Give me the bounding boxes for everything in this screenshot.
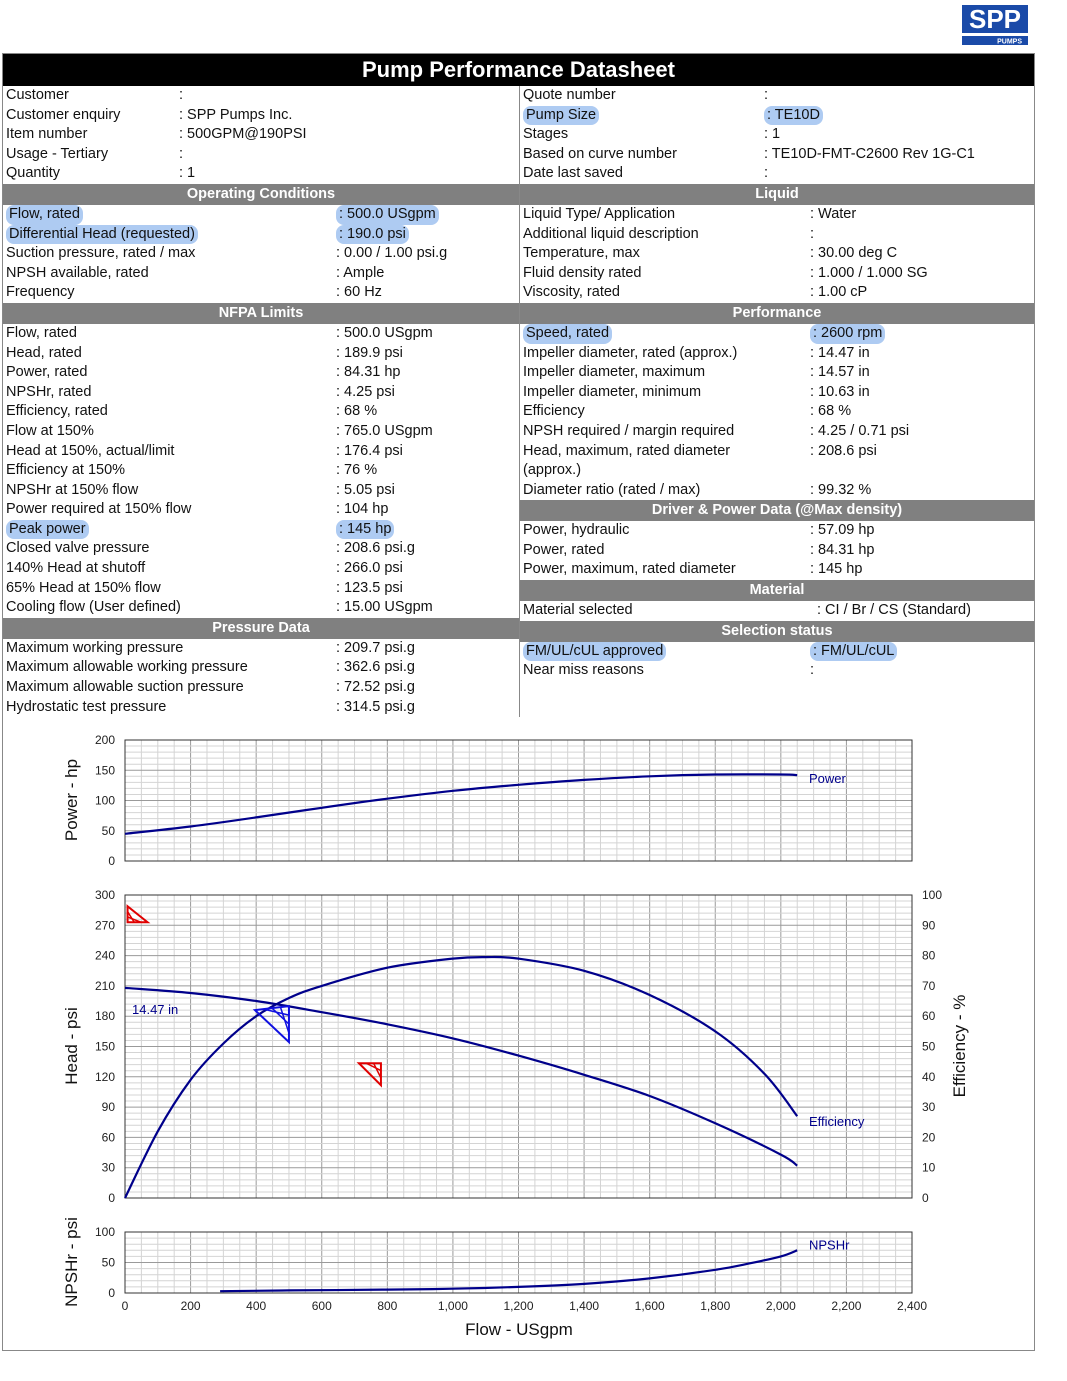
driver-power-header: Driver & Power Data (@Max density) [520,500,1034,521]
right-column [520,86,1034,681]
driver-power-row [520,541,1034,561]
y-tick-label: 0 [108,1286,115,1300]
field-value: : 5.05 psi [336,481,395,498]
field-label: Efficiency at 150% [6,462,126,479]
field-value: : [179,145,184,162]
y-tick-label: 0 [108,1191,115,1205]
header-right-row [520,86,1034,106]
field-label: Flow, rated [6,324,77,341]
field-label: Near miss reasons [523,662,644,679]
performance-row [520,363,1034,383]
x-tick-label: 400 [246,1299,267,1313]
y-tick-label: 100 [94,793,115,808]
field-value: : 68 % [336,403,378,420]
field-label: Impeller diameter, minimum [523,383,702,400]
field-label: Quantity [6,165,60,182]
page-title: Pump Performance Datasheet [3,54,1034,86]
liquid-row [520,205,1034,225]
field-value: : 76 % [336,462,378,479]
performance-row [520,481,1034,501]
liquid-row [520,225,1034,245]
liquid-row [520,264,1034,284]
field-value: : 189.9 psi [336,344,403,361]
y2-tick-label: 10 [922,1160,936,1175]
field-value: : 72.52 psi.g [336,679,415,696]
nfpa-limits-row [3,539,519,559]
field-label: Quote number [523,87,616,103]
field-label: Cooling flow (User defined) [6,599,181,616]
field-label: FM/UL/cUL approved [523,642,666,662]
field-label: Liquid Type/ Application [523,205,676,222]
field-value: : 30.00 deg C [810,245,898,262]
y-tick-label: 50 [101,823,115,838]
pressure-data-header: Pressure Data [3,618,519,639]
field-value: : 0.00 / 1.00 psi.g [336,245,448,262]
field-value: : 500.0 USgpm [336,205,439,225]
field-label: Flow at 150% [6,422,94,439]
y2-tick-label: 20 [922,1130,936,1145]
x-tick-label: 1,200 [503,1299,534,1313]
field-value: : 1 [764,126,781,143]
field-value: : 84.31 hp [336,364,401,381]
field-value: : Water [810,205,857,222]
field-value: : 1 [179,165,196,182]
pressure-data-row [3,658,519,678]
header-right-row [520,125,1034,145]
header-left-row [3,164,519,184]
selection-status-row [520,642,1034,662]
field-value: : [179,87,184,103]
y-tick-label: 270 [94,918,115,933]
field-value: : [764,165,769,182]
material-header: Material [520,580,1034,601]
y-tick-label: 60 [101,1130,115,1145]
field-value: : [764,87,769,103]
y2-tick-label: 80 [922,948,936,963]
field-label: Additional liquid description [523,225,699,242]
field-label: Closed valve pressure [6,540,150,557]
field-label: Maximum allowable suction pressure [6,679,244,696]
nfpa-limits-row [3,363,519,383]
field-label: Temperature, max [523,245,640,262]
field-label: Suction pressure, rated / max [6,245,196,262]
nfpa-limits-header: NFPA Limits [3,303,519,324]
performance-row [520,383,1034,403]
field-value: : 209.7 psi.g [336,639,415,656]
field-value: : 68 % [810,403,852,420]
field-label: Based on curve number [523,145,677,162]
field-value: : 14.57 in [810,364,870,381]
field-label: Usage - Tertiary [6,145,109,162]
driver-power-row [520,521,1034,541]
operating-conditions-row [3,205,519,225]
y2-tick-label: 100 [922,888,943,902]
header-right-row [520,164,1034,184]
field-label: Customer enquiry [6,106,121,123]
field-label: Flow, rated [6,205,83,225]
y-tick-label: 150 [94,763,115,778]
y2-tick-label: 40 [922,1069,936,1084]
header-left-row [3,106,519,126]
field-label: Viscosity, rated [523,284,620,301]
performance-header: Performance [520,303,1034,324]
field-label: Customer [6,87,69,103]
header-left-row [3,145,519,165]
field-value: : SPP Pumps Inc. [179,106,293,123]
performance-row [520,442,1034,462]
field-label: Peak power [6,520,89,540]
field-value: : 104 hp [336,501,389,518]
field-value: : 123.5 psi [336,579,403,596]
y-tick-label: 240 [94,948,115,963]
field-value: : TE10D-FMT-C2600 Rev 1G-C1 [764,145,975,162]
y2-tick-label: 50 [922,1039,936,1054]
nfpa-limits-row [3,422,519,442]
x-tick-label: 2,400 [896,1299,928,1313]
field-value: : 4.25 / 0.71 psi [810,422,910,439]
field-value: : [810,662,815,679]
pressure-data-row [3,678,519,698]
performance-row [520,422,1034,442]
field-label: Efficiency [523,403,585,420]
field-label: Hydrostatic test pressure [6,698,167,715]
x-tick-label: 1,400 [569,1299,600,1313]
x-tick-label: 2,000 [765,1299,796,1313]
field-label: Efficiency, rated [6,403,108,420]
y2-axis-label: Efficiency - % [950,994,969,1098]
field-value: : 57.09 hp [810,522,875,539]
field-value: : 362.6 psi.g [336,659,415,676]
performance-charts [0,720,1067,1381]
y2-tick-label: 30 [922,1100,936,1115]
field-label: Impeller diameter, rated (approx.) [523,344,738,361]
field-label: Impeller diameter, maximum [523,364,706,381]
field-label: 140% Head at shutoff [6,560,146,577]
y2-tick-label: 0 [922,1191,929,1205]
y-tick-label: 90 [101,1100,115,1115]
x-tick-label: 1,000 [437,1299,468,1313]
y-axis-label: Power - hp [62,758,81,842]
field-label: Maximum working pressure [6,639,184,656]
operating-conditions-header: Operating Conditions [3,184,519,205]
nfpa-limits-row [3,500,519,520]
nfpa-limits-row [3,481,519,501]
field-value: : 765.0 USgpm [336,422,433,439]
field-label: Maximum allowable working pressure [6,659,248,676]
field-label: Pump Size [523,106,599,126]
field-value: : 190.0 psi [336,225,409,245]
nfpa-limits-row [3,324,519,344]
field-label: Frequency [6,284,75,301]
field-label: Material selected [523,602,633,619]
series-label: NPSHr [809,1237,850,1253]
field-label: (approx.) [523,462,582,479]
header-right-row [520,145,1034,165]
field-value: : 4.25 psi [336,383,395,400]
logo-sub-text: PUMPS [997,38,1022,45]
field-label: Item number [6,126,88,143]
pressure-data-row [3,639,519,659]
performance-row [520,461,1034,481]
field-label: Differential Head (requested) [6,225,198,245]
field-label: Stages [523,126,569,143]
field-label: Speed, rated [523,324,612,344]
x-axis-label: Flow - USgpm [465,1320,573,1339]
field-value: : CI / Br / CS (Standard) [817,602,971,619]
field-value: : 145 hp [336,520,394,540]
y-axis-label: NPSHr - psi [62,1217,81,1307]
liquid-row [520,244,1034,264]
operating-conditions-row [3,244,519,264]
field-value: : Ample [336,264,385,281]
field-label: Power required at 150% flow [6,501,192,518]
series-label: Efficiency [809,1114,865,1130]
liquid-header: Liquid [520,184,1034,205]
field-label: Power, hydraulic [523,522,630,539]
driver-power-row [520,560,1034,580]
series-label: Power [809,771,846,787]
field-label: NPSHr at 150% flow [6,481,139,498]
field-label: Head, rated [6,344,82,361]
field-value: : 314.5 psi.g [336,698,415,715]
field-label: NPSH available, rated [6,264,149,281]
y2-tick-label: 90 [922,918,936,933]
field-value: : 10.63 in [810,383,870,400]
performance-row [520,402,1034,422]
y-tick-label: 200 [94,733,115,747]
selection-status-row [520,661,1034,681]
field-label: Power, maximum, rated diameter [523,561,736,578]
field-value: : 1.000 / 1.000 SG [810,264,928,281]
logo-text: SPP [968,5,1022,34]
y-tick-label: 210 [94,978,115,993]
field-value: : [810,225,815,242]
field-value: : 2600 rpm [810,324,885,344]
y-axis-label: Head - psi [62,1007,81,1085]
field-label: Fluid density rated [523,264,642,281]
material-row [520,601,1034,621]
y-tick-label: 180 [94,1009,115,1024]
field-value: : 14.47 in [810,344,870,361]
field-label: NPSHr, rated [6,383,92,400]
x-tick-label: 1,800 [700,1299,731,1313]
field-label: Head, maximum, rated diameter [523,442,731,459]
nfpa-limits-row [3,520,519,540]
field-value: : 176.4 psi [336,442,403,459]
nfpa-limits-row [3,442,519,462]
operating-marker [128,906,148,922]
field-value: : 500GPM@190PSI [179,126,307,143]
y-tick-label: 120 [94,1069,115,1084]
field-value: : TE10D [764,106,823,126]
x-tick-label: 200 [180,1299,201,1313]
y-tick-label: 100 [94,1225,115,1239]
y-tick-label: 300 [94,888,115,902]
header-left-row [3,125,519,145]
nfpa-limits-row [3,579,519,599]
x-tick-label: 2,200 [831,1299,862,1313]
field-label: Power, rated [6,364,88,381]
field-value: : FM/UL/cUL [810,642,897,662]
x-tick-label: 0 [121,1299,129,1313]
nfpa-limits-row [3,598,519,618]
field-label: Date last saved [523,165,623,182]
nfpa-limits-row [3,559,519,579]
field-label: NPSH required / margin required [523,422,735,439]
nfpa-limits-row [3,344,519,364]
field-label: 65% Head at 150% flow [6,579,161,596]
field-label: Head at 150%, actual/limit [6,442,175,459]
field-label: Diameter ratio (rated / max) [523,481,701,498]
field-value: : 500.0 USgpm [336,324,433,341]
operating-conditions-row [3,264,519,284]
performance-row [520,324,1034,344]
x-tick-label: 1,600 [634,1299,665,1313]
y2-tick-label: 70 [922,978,936,993]
y-tick-label: 50 [101,1255,115,1270]
operating-conditions-row [3,283,519,303]
left-column [3,86,520,717]
performance-row [520,344,1034,364]
field-value: : 145 hp [810,561,863,578]
x-tick-label: 600 [311,1299,332,1313]
spp-logo [962,5,1030,45]
x-tick-label: 800 [377,1299,398,1313]
field-value: : 60 Hz [336,284,382,301]
field-value: : 266.0 psi [336,560,403,577]
y-tick-label: 30 [101,1160,115,1175]
field-value: : 99.32 % [810,481,872,498]
field-value: : 208.6 psi.g [336,540,415,557]
field-label: Power, rated [523,541,605,558]
nfpa-limits-row [3,383,519,403]
header-right-row [520,106,1034,126]
y-tick-label: 150 [94,1039,115,1054]
operating-conditions-row [3,225,519,245]
y2-tick-label: 60 [922,1009,936,1024]
field-value: : 15.00 USgpm [336,599,433,616]
pressure-data-row [3,698,519,718]
nfpa-limits-row [3,461,519,481]
nfpa-limits-row [3,402,519,422]
field-value: : 84.31 hp [810,541,875,558]
y-tick-label: 0 [108,854,115,868]
marker-hatch [280,1007,289,1033]
curve-annotation: 14.47 in [132,1002,179,1017]
operating-marker [359,1063,381,1085]
field-value: : 208.6 psi [810,442,877,459]
selection-status-header: Selection status [520,621,1034,642]
field-value: : 1.00 cP [810,284,868,301]
liquid-row [520,283,1034,303]
header-left-row [3,86,519,106]
